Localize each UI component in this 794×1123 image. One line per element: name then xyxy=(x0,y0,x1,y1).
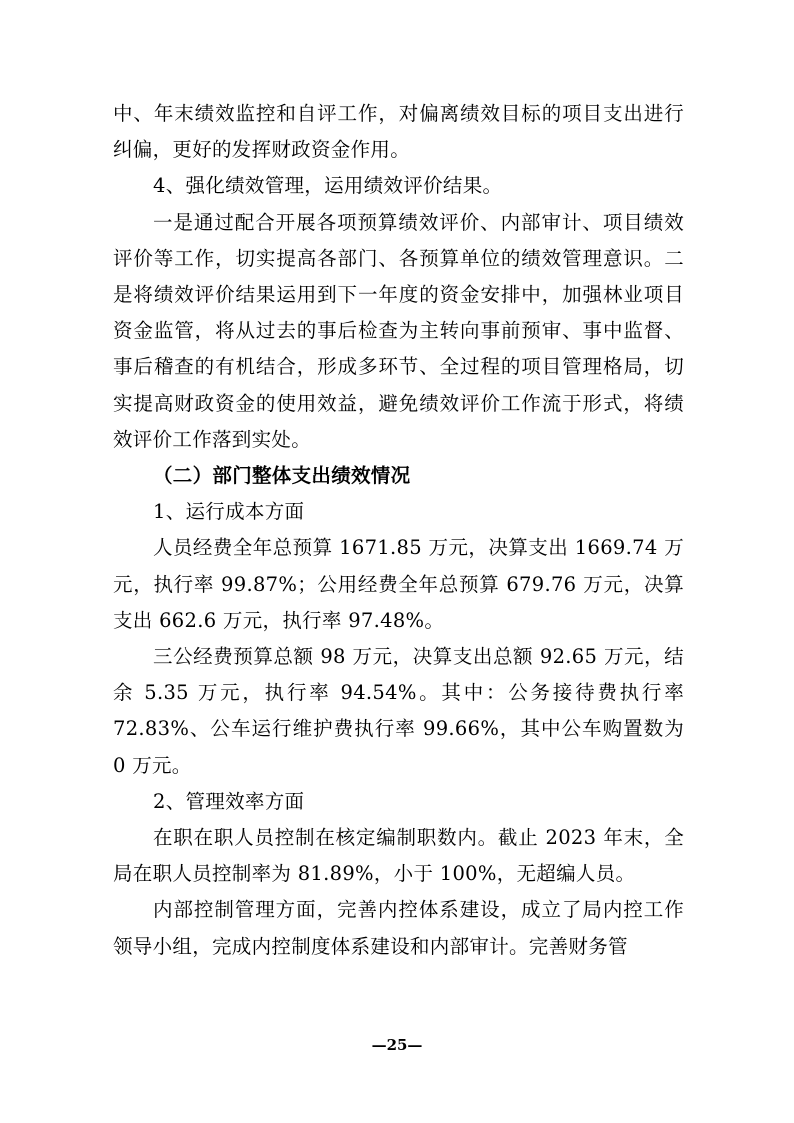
paragraph-three-public-expenses: 三公经费预算总额 98 万元，决算支出总额 92.65 万元，结余 5.35 万元，执行率 94.54%。其中：公务接待费执行率 72.83%、公车运行维护费执行率 99.66%，其中公车购置数为 0 万元。 xyxy=(113,645,684,777)
subheading-management-efficiency: 2、管理效率方面 xyxy=(153,789,305,813)
paragraph-item-4: 4、强化绩效管理，运用绩效评价结果。 xyxy=(153,174,503,198)
subheading-operating-cost: 1、运行成本方面 xyxy=(153,500,305,524)
paragraph-internal-control: 内部控制管理方面，完善内控体系建设，成立了局内控工作领导小组，完成内控制度体系建设和内部审计。完善财务管 xyxy=(113,898,684,958)
paragraph-staff-control: 在职在职人员控制在核定编制职数内。截止 2023 年末，全局在职人员控制率为 81.89%，小于 100%，无超编人员。 xyxy=(113,826,684,886)
section-heading: （二）部门整体支出绩效情况 xyxy=(153,464,411,488)
paragraph-personnel-expenses: 人员经费全年总预算 1671.85 万元，决算支出 1669.74 万元，执行率 99.87%；公用经费全年总预算 679.76 万元，决算支出 662.6 万元，执行率 97.48%。 xyxy=(113,536,684,632)
paragraph-performance-measures: 一是通过配合开展各项预算绩效评价、内部审计、项目绩效评价等工作，切实提高各部门、各预算单位的绩效管理意识。二是将绩效评价结果运用到下一年度的资金安排中，加强林业项目资金监管，将从过去的事后检查为主转向事前预审、事中监督、事后稽查的有机结合，形成多环节、全过程的项目管理格局，切实提高财政资金的使用效益，避免绩效评价工作流于形式，将绩效评价工作落到实处。 xyxy=(113,210,684,451)
document-body xyxy=(113,96,684,965)
paragraph-continuation: 中、年末绩效监控和自评工作，对偏离绩效目标的项目支出进行纠偏，更好的发挥财政资金作用。 xyxy=(113,102,684,162)
page-number: —25— xyxy=(371,1036,423,1054)
